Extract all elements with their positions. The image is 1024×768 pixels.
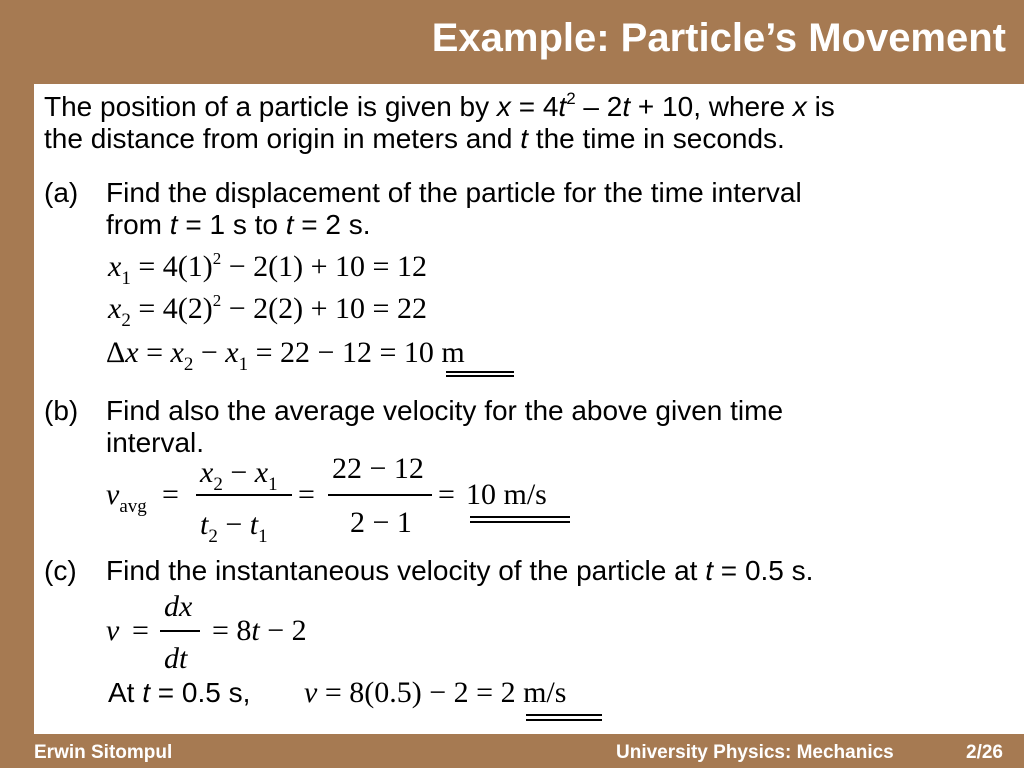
derivative-fraction-bar [160, 630, 200, 632]
part-b-line-1: Find also the average velocity for the above given time [106, 395, 784, 426]
answer-underline-c [526, 714, 602, 716]
part-a-line-1: Find the displacement of the particle for the time interval [106, 177, 802, 208]
vavg-answer: 10 m/s [466, 478, 547, 511]
equation-x2: $x_2 = 4(2)^2 - 2(2) + 10 = 22$ [108, 291, 427, 331]
final-velocity-equation: v = 8(0.5) − 2 = 2 m/s [304, 676, 567, 709]
part-c-line-1: Find the instantaneous velocity of the particle at t = 0.5 s. [106, 555, 814, 586]
answer-underline-b-2 [470, 521, 570, 523]
vavg-numerator-symbolic: $x_2 - x_1$ [200, 456, 278, 495]
answer-underline-b [470, 516, 570, 518]
velocity-rhs: = 8t − 2 [212, 614, 307, 647]
footer-author: Erwin Sitompul [34, 742, 173, 763]
vavg-numerator-numeric: 22 − 12 [332, 452, 424, 485]
vavg-denominator-numeric: 2 − 1 [350, 506, 412, 539]
final-velocity-answer: 2 m/s [500, 676, 567, 709]
fraction-bar-symbolic [196, 494, 292, 496]
slide-title: Example: Particle’s Movement [431, 16, 1006, 60]
fraction-bar-numeric [328, 494, 432, 496]
intro-line-2: the distance from origin in meters and t the time in seconds. [44, 123, 785, 154]
vavg-lhs: $v_{avg}$ [106, 478, 147, 517]
vavg-equals-2: = [298, 478, 315, 511]
answer-underline-a-2 [446, 375, 514, 377]
derivative-denominator: dt [164, 642, 188, 675]
part-a-label: (a) [44, 177, 79, 208]
vavg-equals-1: = [162, 478, 179, 511]
answer-underline-c-2 [526, 719, 602, 721]
vavg-equals-3: = [438, 478, 455, 511]
equation-x1: $x_1 = 4(1)^2 - 2(1) + 10 = 12$ [108, 249, 427, 289]
part-b-line-2: interval. [106, 427, 205, 458]
at-time-text: At t = 0.5 s, [108, 677, 251, 708]
vavg-denominator-symbolic: $t_2 - t_1$ [200, 508, 268, 547]
footer-page-number: 2/26 [966, 742, 1003, 763]
footer-course: University Physics: Mechanics [616, 742, 894, 763]
part-a-line-2: from t = 1 s to t = 2 s. [106, 209, 371, 240]
velocity-equals: = [132, 614, 149, 647]
velocity-lhs: v [106, 614, 120, 647]
answer-underline-a [446, 371, 514, 373]
displacement-answer: 10 m [403, 336, 465, 369]
equation-displacement: $\Delta x = x_2 - x_1 = 22 - 12 = 10$ m [106, 336, 465, 375]
intro-line-1: The position of a particle is given by $x = 4t^2 - 2t + 10$, where x is [44, 89, 835, 122]
part-c-label: (c) [44, 555, 77, 586]
part-b-label: (b) [44, 395, 79, 426]
derivative-numerator: dx [164, 590, 193, 623]
